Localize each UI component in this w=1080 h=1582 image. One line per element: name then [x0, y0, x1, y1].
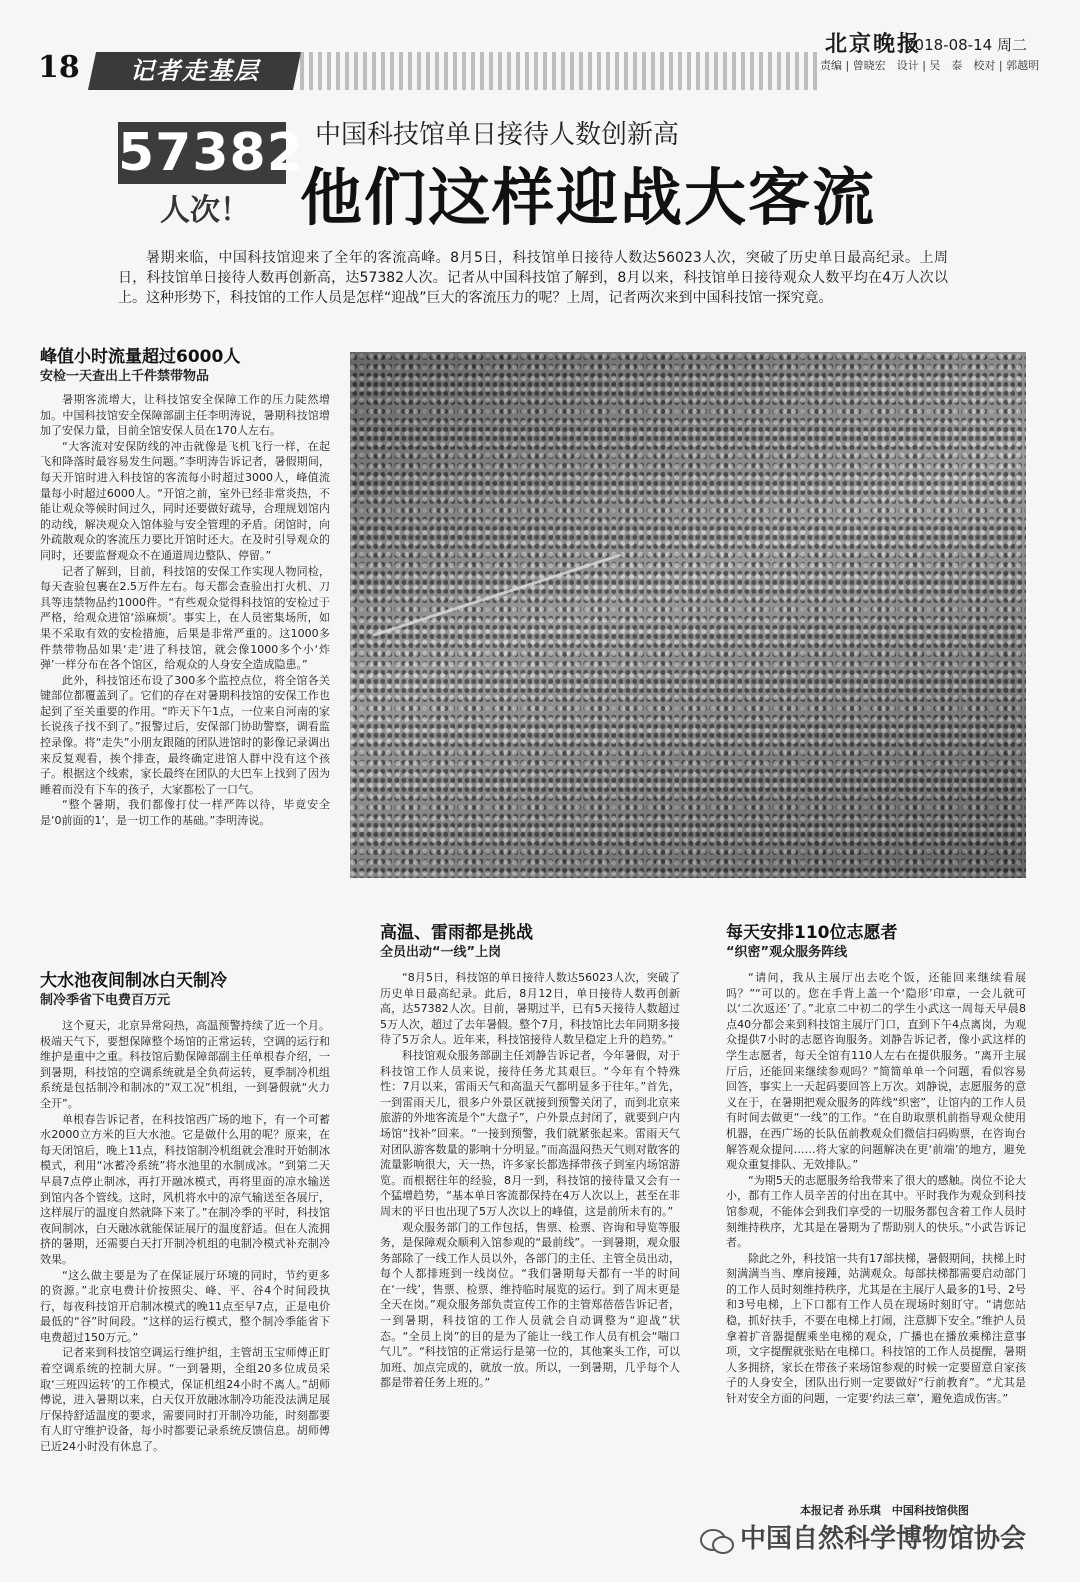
col1-title: 峰值小时流量超过6000人	[40, 347, 241, 367]
col1b-title: 大水池夜间制冰白天制冷	[40, 971, 227, 991]
big-number-unit: 人次！	[160, 193, 250, 228]
col3-title: 每天安排110位志愿者	[726, 923, 898, 943]
col1-subtitle: 安检一天查出上千件禁带物品	[40, 369, 210, 384]
col2-subtitle: 全员出动“一线”上岗	[380, 945, 502, 960]
col3-subtitle: “织密”观众服务阵线	[726, 945, 848, 960]
section-tag: 记者走基层	[88, 52, 301, 90]
col1b-subtitle: 制冷季省下电费百万元	[40, 993, 171, 1008]
col3-body: “请问，我从主展厅出去吃个饭，还能回来继续看展吗？”“可以的。您在手背上盖一个‘隐形’印章，一会儿就可以‘二次返还’了。”北京二中初二的学生小武这一周每天早晨8点40分都会来到科技馆主展厅门口，直到下午4点离岗，为观众提供7小时的志愿咨询服务。刘静告诉记者，像小武这样的学生志愿者，每天全馆有110人左右在提供服务。“离开主展厅后，还能回来继续参观吗？”简简单单一个问题，看似容易回答，事实上一天起码要回答上万次。刘静说，志愿服务的意义在于，在暑期把观众服务的阵线“织密”，让馆内的工作人员有时间去做更“一线”的工作。“在自助取票机前指导观众使用机器，在西广场的长队伍前教观众们微信扫码购票，在咨询台解答观众提问……将大家的问题解决在更‘前端’的地方，避免观众重复排队、无效排队。” “为期5天的志愿服务给我带来了很大的感触。岗位不论大小，都有工作人员辛苦的付出在其中。平时我作为观众到科技馆参观，不能体会到我们享受的一切服务都包含着工作人员时刻维持秩序，尤其是在暑期为了帮助别人的快乐。”小武告诉记者。 除此之外，科技馆一共有17部扶梯，暑假期间，扶梯上时刻满满当当、摩肩接踵，站满观众。每部扶梯都需要启动部门的工作人员时刻维持秩序，尤其是在主展厅人最多的1号、2号和3号电梯，上下口都有工作人员在现场时刻盯守。“请您站稳，抓好扶手，不要在电梯上打闹，注意脚下安全。”维护人员拿着扩音器提醒乘坐电梯的观众，广播也在播放乘梯注意事项，文字提醒就张贴在电梯口。科技馆的工作人员提醒，暑期人多拥挤，家长在带孩子来场馆参观的时候一定要留意自家孩子的人身安全，团队出行则一定要做好“行前教育”。“尤其是针对安全方面的问题，一定要‘约法三章’，避免造成伤害。”	[726, 971, 1026, 1406]
col2-title: 高温、雷雨都是挑战	[380, 923, 533, 943]
editor-credits: 责编 | 曾晓宏 设计 | 吴 泰 校对 | 郭越明	[820, 59, 1040, 72]
header-stripes	[300, 52, 820, 90]
big-number: 57382	[118, 123, 304, 183]
col2-body: “8月5日，科技馆的单日接待人数达56023人次，突破了历史单日最高纪录。此后，8月12日，单日接待人数再创新高，达57382人次。目前，暑期过半，已有5天接待人数超过5万人次，超过了去年暑假。整个7月，科技馆比去年同期多接待了5万余人。近年来，科技馆接待人数呈稳定上升的趋势。” 科技馆观众服务部副主任刘静告诉记者，今年暑假，对于科技馆工作人员来说，接待任务尤其艰巨。“今年有个特殊性：7月以来，雷雨天气和高温天气都明显多于往年。”首先，一到雷雨天儿，很多户外景区就接到预警关闭了，而到北京来旅游的外地客流是个“大盘子”，户外景点封闭了，就要到户内场馆“找补”回来。“一接到预警，我们就紧张起来。雷雨天气对团队游客数量的影响十分明显。”而高温闷热天气则对散客的流量影响很大，天一热，许多家长都选择带孩子到室内场馆游览。而根据往年的经验，8月一到，科技馆的接待量又会有一个猛增趋势，“基本单日客流都保持在4万人次以上，甚至在非周末的平日也出现了5万人次以上的峰值，这是前所未有的。” 观众服务部门的工作包括，售票、检票、咨询和导览等服务，是保障观众顺利入馆参观的“最前线”。一到暑期，观众服务部除了一线工作人员以外，各部门的主任、主管全员出动，每个人都排班到一线岗位。“我们暑期每天都有一半的时间在‘一线’，售票、检票、维持临时展览的运行。到了周末更是全天在岗。”观众服务部负责宣传工作的主管郑蓓蓓告诉记者，一到暑期，科技馆的工作人员就会自动调整为“迎战”状态。“全员上岗”的目的是为了能让一线工作人员有机会“喘口气儿”。“科技馆的正常运行是第一位的，其他案头工作，可以加班、加点完成的，就放一放。所以，一到暑期，几乎每个人都是带着任务上班的。”	[380, 971, 680, 1390]
subheadline: 中国科技馆单日接待人数创新高	[315, 120, 680, 150]
watermark-text: 中国自然科学博物馆协会	[740, 1524, 1027, 1554]
masthead: 北京晚报	[825, 31, 922, 57]
lead-paragraph: 暑期来临，中国科技馆迎来了全年的客流高峰。8月5日，科技馆单日接待人数达56023人次，突破了历史单日最高纪录。上周日，科技馆单日接待人数再创新高，达57382人次。记者从中国科技馆了解到，8月以来，科技馆单日接待观众人数平均在4万人次以上。这种形势下，科技馆的工作人员是怎样“迎战”巨大的客流压力的呢？上周，记者两次来到中国科技馆一探究竟。	[118, 250, 948, 306]
col1-body: 暑期客流增大，让科技馆安全保障工作的压力陡然增加。中国科技馆安全保障部副主任李明涛说，暑期科技馆增加了安保力量，目前全馆安保人员在170人左右。 “大客流对安保防线的冲击就像是飞机飞行一样，在起飞和降落时最容易发生问题。”李明涛告诉记者，暑假期间，每天开馆时进入科技馆的客流每小时超过3000人，峰值流量每小时超过6000人。“开馆之前，室外已经非常炎热，不能让观众等候时间过久，同时还要做好疏导，合理规划馆内的动线，解决观众入馆体验与安全管理的矛盾。闭馆时，向外疏散观众的客流压力要比开馆时还大。在及时引导观众的同时，还要监督观众不在通道周边整队、停留。” 记者了解到，目前，科技馆的安保工作实现人物同检，每天查验包裹在2.5万件左右。每天都会查验出打火机、刀具等违禁物品约1000件。“有些观众觉得科技馆的安检过于严格，给观众进馆‘添麻烦’。事实上，在人员密集场所，如果不采取有效的安检措施，后果是非常严重的。这1000多件禁带物品如果‘走’进了科技馆，就会像1000多个小‘炸弹’一样分布在各个馆区，给观众的人身安全造成隐患。” 此外，科技馆还布设了300多个监控点位，将全馆各关键部位都覆盖到了。它们的存在对暑期科技馆的安保工作也起到了至关重要的作用。“昨天下午1点，一位来自河南的家长说孩子找不到了。”报警过后，安保部门协助警察，调看监控录像。将“走失”小朋友跟随的团队进馆时的影像记录调出来反复观看，挨个排查，最终确定进馆人群中没有这个孩子。根据这个线索，家长最终在团队的大巴车上找到了因为睡着而没有下车的孩子，大家都松了一口气。 “整个暑期，我们都像打仗一样严阵以待，毕竟安全是‘0前面的1’，是一切工作的基础。”李明涛说。	[40, 393, 330, 828]
wechat-icon	[700, 1528, 734, 1556]
col1b-body: 这个夏天，北京异常闷热，高温预警持续了近一个月。极端天气下，要想保障整个场馆的正常运转，空调的运行和维护是重中之重。科技馆后勤保障部副主任单根春介绍，一到暑期，科技馆的空调系统就是全负荷运转，夏季制冷机组系统是包括制冷和制冰的“双工况”机组，一到暑假就“火力全开”。 单根春告诉记者，在科技馆西广场的地下，有一个可蓄水2000立方米的巨大水池。它是做什么用的呢？原来，在每天闭馆后，晚上11点，科技馆制冷机组就会准时开始制冰模式，利用“冰蓄冷系统”将水池里的水制成冰。“到第二天早晨7点停止制冰，再打开融冰模式，再将里面的凉水输送到馆内各个管线。这时，风机将水中的凉气输送至各展厅，这样展厅的温度自然就降下来了。”在制冷季的平时，科技馆夜间制冰，白天融冰就能保证展厅的温度舒适。但在人流拥挤的暑期，还需要白天打开制冷机组的电制冷模式补充制冷效果。 “这么做主要是为了在保证展厅环境的同时，节约更多的资源。”北京电费计价按照尖、峰、平、谷4个时间段执行，每夜科技馆开启制冰模式的晚11点至早7点，正是电价最低的“谷”时间段。“这样的运行模式，整个制冷季能省下电费超过150万元。” 记者来到科技馆空调运行维护组，主管胡玉宝师傅正盯着空调系统的控制大屏。“一到暑期，全组20多位成员采取‘三班四运转’的工作模式，保证机组24小时不离人。”胡师傅说，进入暑期以来，白天仅开放融冰制冷功能没法满足展厅保持舒适温度的要求，需要同时打开制冷功能，时刻都要有人盯守维护设备，每小时都要记录系统反馈信息。胡师傅已近24小时没有休息了。	[40, 1019, 330, 1454]
headline: 他们这样迎战大客流	[300, 161, 877, 234]
byline: 本报记者 孙乐琪 中国科技馆供图	[800, 1504, 969, 1517]
page-number: 18	[38, 50, 80, 85]
issue-date: 2018-08-14 周二	[905, 36, 1027, 54]
